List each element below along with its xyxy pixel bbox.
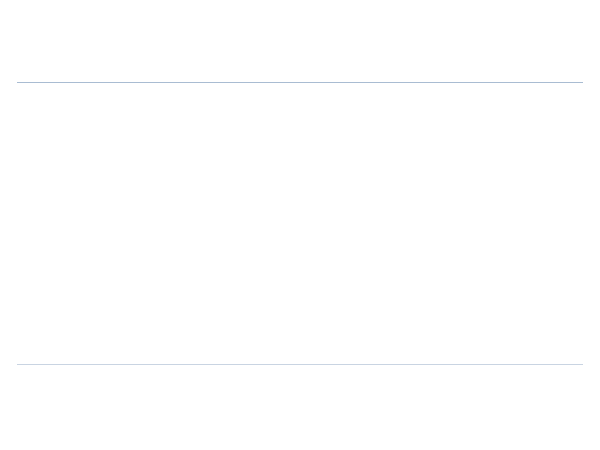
table-bottom-rule [17,364,583,365]
table-top-rule [17,82,583,83]
